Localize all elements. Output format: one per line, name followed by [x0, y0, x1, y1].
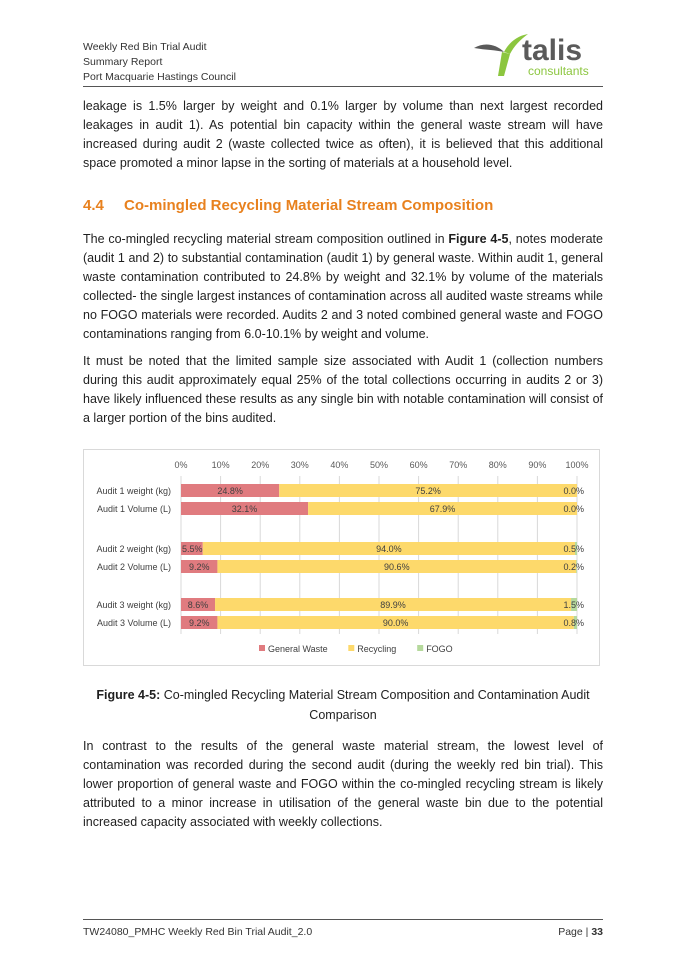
data-label: 67.9% [429, 504, 456, 514]
data-label: 24.8% [217, 486, 243, 496]
legend-label: FOGO [426, 644, 453, 654]
data-label: 32.1% [231, 504, 258, 514]
data-label: 75.2% [415, 486, 441, 496]
header-line-title: Weekly Red Bin Trial Audit [83, 41, 207, 53]
header-divider [83, 86, 603, 87]
category-label: Audit 1 weight (kg) [96, 486, 171, 496]
data-label: 90.6% [384, 562, 410, 572]
x-tick-label: 60% [409, 460, 428, 470]
data-label: 0.5% [563, 544, 584, 554]
x-tick-label: 0% [174, 460, 188, 470]
legend-label: General Waste [268, 644, 328, 654]
legend-label: Recycling [357, 644, 397, 654]
category-label: Audit 3 Volume (L) [96, 618, 171, 628]
data-label: 90.0% [382, 618, 409, 628]
caption-text: Co-mingled Recycling Material Stream Composition and Contamination Audit Comparison [160, 688, 590, 722]
category-label: Audit 2 weight (kg) [96, 544, 171, 554]
header-line-council: Port Macquarie Hastings Council [83, 71, 236, 83]
talis-logo [470, 30, 610, 80]
paragraph-composition-post: , notes moderate (audit 1 and 2) to substantial contamination (audit 1) by general waste. Within audit 1, general waste contamination contributed to 24.8% by weight and 32.1% by volume of the materials collected- the single largest instances of contamination across all audited waste streams while no FOGO materials were recorded. Audits 2 and 3 noted combined general waste and FOGO contaminations ranging from 6.0-10.1% by weight and volume. [83, 232, 603, 341]
section-title: Co-mingled Recycling Material Stream Composition [124, 197, 494, 214]
data-label: 0.8% [563, 618, 584, 628]
page-number: 33 [591, 926, 603, 938]
logo-subtext: consultants [528, 64, 589, 78]
legend-swatch [417, 645, 423, 651]
section-number: 4.4 [83, 197, 104, 214]
x-tick-label: 10% [211, 460, 230, 470]
paragraph-sample-size: It must be noted that the limited sample size associated with Audit 1 (collection numbers during this audit approximately equal 25% of the total collections occurring in audits 2 or 3) have likely influenced these results as any single bin with notable contamination will consist of a larger portion of the bins audited. [83, 354, 603, 425]
x-tick-label: 70% [449, 460, 468, 470]
page-label: Page | [558, 926, 592, 938]
document-header [83, 40, 236, 85]
data-label: 9.2% [188, 618, 210, 628]
footer-doc-id: TW24080_PMHC Weekly Red Bin Trial Audit_2.0 [83, 926, 313, 938]
section-heading [83, 197, 493, 214]
data-label: 89.9% [380, 600, 406, 610]
caption-ref: Figure 4-5: [96, 688, 161, 702]
logo-wordmark: talis [522, 34, 583, 67]
x-tick-label: 50% [369, 460, 389, 470]
data-label: 0.0% [563, 504, 584, 514]
x-tick-label: 100% [565, 460, 589, 470]
data-label: 0.2% [563, 562, 584, 572]
footer-page [558, 926, 603, 938]
stacked-bar-chart [84, 450, 599, 665]
x-tick-label: 40% [330, 460, 349, 470]
figure-caption [83, 685, 603, 725]
figure-reference: Figure 4-5 [448, 232, 509, 246]
category-label: Audit 2 Volume (L) [96, 562, 171, 572]
category-label: Audit 1 Volume (L) [96, 504, 171, 514]
data-label: 9.2% [188, 562, 210, 572]
data-label: 94.0% [376, 544, 402, 554]
x-tick-label: 20% [251, 460, 270, 470]
paragraph-contrast: In contrast to the results of the general waste material stream, the lowest level of contamination was recorded during the second audit (during the weekly red bin trial). This lower proportion of general waste and FOGO within the co-mingled recycling stream is likely attributed to a minor increase in utilisation of the general waste bin due to the potential increased capacity associated with weekly collections. [83, 739, 603, 829]
paragraph-composition-pre: The co-mingled recycling material stream composition outlined in [83, 232, 449, 246]
data-label: 1.5% [563, 600, 584, 610]
paragraph-composition [83, 230, 603, 344]
intro-paragraph: leakage is 1.5% larger by weight and 0.1% larger by volume than next largest recorded leakages in audit 1). As potential bin capacity within the general waste stream will have increased during audit 2 (waste collected twice as often), it is believed that this additional space promoted a minor lapse in the sorting of materials at a household level. [83, 99, 603, 170]
data-label: 0.0% [563, 486, 584, 496]
x-tick-label: 90% [528, 460, 547, 470]
data-label: 5.5% [182, 544, 203, 554]
footer-divider [83, 919, 603, 920]
chart-container [83, 449, 600, 666]
x-tick-label: 30% [290, 460, 309, 470]
category-label: Audit 3 weight (kg) [96, 600, 171, 610]
leaf-icon [474, 34, 528, 76]
data-label: 8.6% [187, 600, 209, 610]
x-tick-label: 80% [488, 460, 507, 470]
header-line-report: Summary Report [83, 56, 163, 68]
legend-swatch [259, 645, 265, 651]
legend-swatch [348, 645, 354, 651]
